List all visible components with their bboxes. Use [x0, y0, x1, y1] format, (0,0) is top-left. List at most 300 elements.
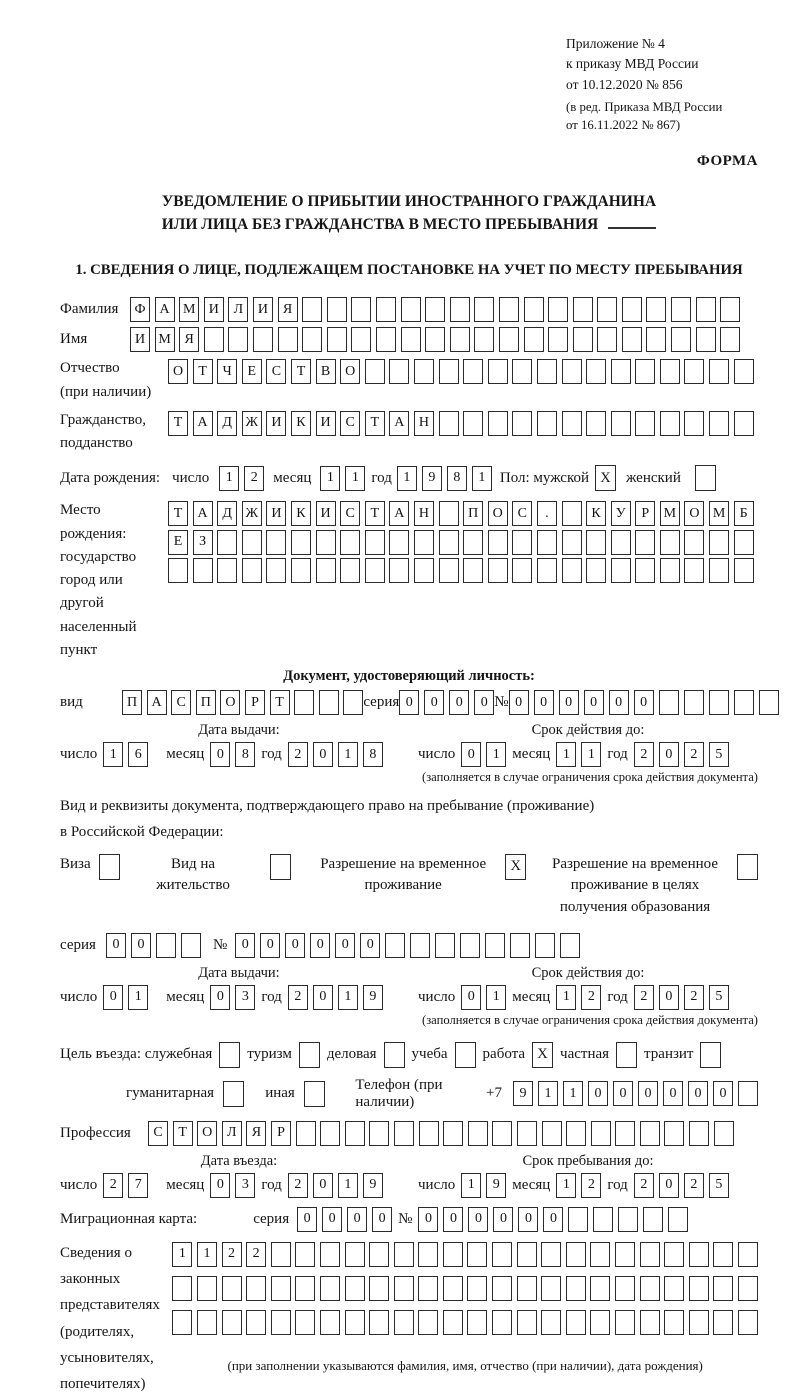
char-cell[interactable]: [242, 558, 262, 583]
char-cell[interactable]: 2: [634, 742, 654, 767]
char-cell[interactable]: [684, 530, 704, 555]
char-cell[interactable]: [222, 1276, 242, 1301]
char-cell[interactable]: [320, 1121, 340, 1146]
char-cell[interactable]: 0: [468, 1207, 488, 1232]
char-cell[interactable]: Т: [173, 1121, 193, 1146]
char-cell[interactable]: [660, 359, 680, 384]
char-cell[interactable]: [467, 1276, 487, 1301]
char-cell[interactable]: 1: [486, 742, 506, 767]
char-cell[interactable]: [343, 690, 363, 715]
char-cell[interactable]: [738, 1276, 758, 1301]
char-cell[interactable]: [664, 1276, 684, 1301]
char-cell[interactable]: 2: [288, 985, 308, 1010]
char-cell[interactable]: [689, 1121, 709, 1146]
char-cell[interactable]: [562, 558, 582, 583]
char-cell[interactable]: [562, 530, 582, 555]
char-cell[interactable]: [738, 1081, 758, 1106]
char-cell[interactable]: М: [179, 297, 199, 322]
char-cell[interactable]: 9: [363, 985, 383, 1010]
char-cell[interactable]: [590, 1310, 610, 1335]
char-cell[interactable]: [389, 530, 409, 555]
char-cell[interactable]: [376, 297, 396, 322]
char-cell[interactable]: Т: [193, 359, 213, 384]
char-cell[interactable]: 0: [534, 690, 554, 715]
char-cell[interactable]: 0: [131, 933, 151, 958]
char-cell[interactable]: [734, 690, 754, 715]
char-cell[interactable]: [193, 558, 213, 583]
char-cell[interactable]: 0: [449, 690, 469, 715]
char-cell[interactable]: [450, 327, 470, 352]
char-cell[interactable]: А: [389, 411, 409, 436]
char-cell[interactable]: [296, 1121, 316, 1146]
char-cell[interactable]: [615, 1242, 635, 1267]
char-cell[interactable]: [659, 690, 679, 715]
char-cell[interactable]: [499, 297, 519, 322]
char-cell[interactable]: Ж: [242, 501, 262, 526]
char-cell[interactable]: Я: [179, 327, 199, 352]
char-cell[interactable]: [320, 1242, 340, 1267]
char-cell[interactable]: [512, 558, 532, 583]
char-cell[interactable]: [696, 297, 716, 322]
char-cell[interactable]: 3: [235, 1173, 255, 1198]
char-cell[interactable]: [365, 359, 385, 384]
char-cell[interactable]: [242, 530, 262, 555]
char-cell[interactable]: [696, 327, 716, 352]
char-cell[interactable]: 0: [424, 690, 444, 715]
char-cell[interactable]: [443, 1310, 463, 1335]
char-cell[interactable]: [664, 1310, 684, 1335]
char-cell[interactable]: И: [266, 411, 286, 436]
char-cell[interactable]: [401, 327, 421, 352]
char-cell[interactable]: [615, 1121, 635, 1146]
char-cell[interactable]: Т: [365, 411, 385, 436]
char-cell[interactable]: Т: [168, 411, 188, 436]
char-cell[interactable]: [618, 1207, 638, 1232]
char-cell[interactable]: О: [220, 690, 240, 715]
char-cell[interactable]: 0: [399, 690, 419, 715]
char-cell[interactable]: 0: [613, 1081, 633, 1106]
purpose-work-checkbox[interactable]: X: [532, 1042, 553, 1068]
char-cell[interactable]: И: [204, 297, 224, 322]
char-cell[interactable]: 0: [474, 690, 494, 715]
char-cell[interactable]: К: [586, 501, 606, 526]
char-cell[interactable]: [271, 1242, 291, 1267]
char-cell[interactable]: [668, 1207, 688, 1232]
char-cell[interactable]: 0: [347, 1207, 367, 1232]
char-cell[interactable]: 8: [447, 466, 467, 491]
char-cell[interactable]: [172, 1310, 192, 1335]
char-cell[interactable]: 0: [688, 1081, 708, 1106]
char-cell[interactable]: [566, 1121, 586, 1146]
char-cell[interactable]: [410, 933, 430, 958]
char-cell[interactable]: [611, 530, 631, 555]
char-cell[interactable]: Р: [245, 690, 265, 715]
char-cell[interactable]: [389, 359, 409, 384]
char-cell[interactable]: [611, 411, 631, 436]
char-cell[interactable]: [738, 1310, 758, 1335]
char-cell[interactable]: [671, 297, 691, 322]
char-cell[interactable]: К: [291, 411, 311, 436]
char-cell[interactable]: 0: [260, 933, 280, 958]
char-cell[interactable]: [615, 1310, 635, 1335]
char-cell[interactable]: [635, 558, 655, 583]
char-cell[interactable]: С: [171, 690, 191, 715]
char-cell[interactable]: [365, 558, 385, 583]
char-cell[interactable]: [463, 411, 483, 436]
char-cell[interactable]: [566, 1310, 586, 1335]
char-cell[interactable]: 0: [461, 985, 481, 1010]
char-cell[interactable]: [640, 1121, 660, 1146]
char-cell[interactable]: [394, 1121, 414, 1146]
char-cell[interactable]: [197, 1276, 217, 1301]
char-cell[interactable]: [542, 1121, 562, 1146]
char-cell[interactable]: [327, 327, 347, 352]
char-cell[interactable]: 9: [363, 1173, 383, 1198]
char-cell[interactable]: 0: [310, 933, 330, 958]
char-cell[interactable]: 1: [320, 466, 340, 491]
char-cell[interactable]: [713, 1310, 733, 1335]
char-cell[interactable]: [217, 530, 237, 555]
char-cell[interactable]: 0: [313, 1173, 333, 1198]
char-cell[interactable]: [467, 1242, 487, 1267]
char-cell[interactable]: 1: [345, 466, 365, 491]
char-cell[interactable]: [586, 558, 606, 583]
char-cell[interactable]: 1: [338, 1173, 358, 1198]
char-cell[interactable]: [443, 1276, 463, 1301]
char-cell[interactable]: [488, 558, 508, 583]
char-cell[interactable]: З: [193, 530, 213, 555]
char-cell[interactable]: [414, 558, 434, 583]
char-cell[interactable]: 1: [219, 466, 239, 491]
char-cell[interactable]: [345, 1121, 365, 1146]
char-cell[interactable]: 1: [556, 985, 576, 1010]
char-cell[interactable]: О: [168, 359, 188, 384]
char-cell[interactable]: М: [155, 327, 175, 352]
char-cell[interactable]: [439, 558, 459, 583]
char-cell[interactable]: [524, 297, 544, 322]
char-cell[interactable]: 1: [556, 742, 576, 767]
char-cell[interactable]: [485, 933, 505, 958]
char-cell[interactable]: 2: [684, 985, 704, 1010]
char-cell[interactable]: [294, 690, 314, 715]
char-cell[interactable]: [156, 933, 176, 958]
char-cell[interactable]: Е: [242, 359, 262, 384]
char-cell[interactable]: 1: [472, 466, 492, 491]
char-cell[interactable]: 0: [418, 1207, 438, 1232]
char-cell[interactable]: 0: [634, 690, 654, 715]
char-cell[interactable]: Л: [222, 1121, 242, 1146]
char-cell[interactable]: 0: [443, 1207, 463, 1232]
char-cell[interactable]: [560, 933, 580, 958]
char-cell[interactable]: [738, 1242, 758, 1267]
char-cell[interactable]: 3: [235, 985, 255, 1010]
char-cell[interactable]: [345, 1242, 365, 1267]
char-cell[interactable]: [537, 359, 557, 384]
char-cell[interactable]: В: [316, 359, 336, 384]
char-cell[interactable]: [492, 1242, 512, 1267]
char-cell[interactable]: О: [684, 501, 704, 526]
char-cell[interactable]: [340, 530, 360, 555]
char-cell[interactable]: [734, 411, 754, 436]
char-cell[interactable]: [713, 1276, 733, 1301]
char-cell[interactable]: А: [193, 501, 213, 526]
visa-checkbox[interactable]: [99, 854, 120, 880]
char-cell[interactable]: [646, 297, 666, 322]
char-cell[interactable]: 5: [709, 985, 729, 1010]
char-cell[interactable]: [439, 359, 459, 384]
char-cell[interactable]: [517, 1121, 537, 1146]
char-cell[interactable]: [660, 530, 680, 555]
char-cell[interactable]: И: [253, 297, 273, 322]
char-cell[interactable]: 1: [103, 742, 123, 767]
char-cell[interactable]: 0: [360, 933, 380, 958]
char-cell[interactable]: 0: [322, 1207, 342, 1232]
char-cell[interactable]: 1: [563, 1081, 583, 1106]
char-cell[interactable]: [590, 1276, 610, 1301]
char-cell[interactable]: [622, 327, 642, 352]
char-cell[interactable]: Л: [228, 297, 248, 322]
char-cell[interactable]: [435, 933, 455, 958]
char-cell[interactable]: 7: [128, 1173, 148, 1198]
char-cell[interactable]: [499, 327, 519, 352]
char-cell[interactable]: [394, 1310, 414, 1335]
char-cell[interactable]: [222, 1310, 242, 1335]
char-cell[interactable]: 2: [634, 1173, 654, 1198]
char-cell[interactable]: Т: [365, 501, 385, 526]
char-cell[interactable]: [586, 359, 606, 384]
char-cell[interactable]: 2: [244, 466, 264, 491]
char-cell[interactable]: [439, 530, 459, 555]
char-cell[interactable]: Т: [270, 690, 290, 715]
char-cell[interactable]: И: [316, 501, 336, 526]
char-cell[interactable]: 1: [197, 1242, 217, 1267]
char-cell[interactable]: [345, 1276, 365, 1301]
char-cell[interactable]: [643, 1207, 663, 1232]
char-cell[interactable]: [369, 1276, 389, 1301]
char-cell[interactable]: Н: [414, 501, 434, 526]
char-cell[interactable]: С: [340, 501, 360, 526]
purpose-transit-checkbox[interactable]: [700, 1042, 721, 1068]
char-cell[interactable]: [474, 297, 494, 322]
char-cell[interactable]: [684, 359, 704, 384]
char-cell[interactable]: 0: [297, 1207, 317, 1232]
char-cell[interactable]: [271, 1310, 291, 1335]
char-cell[interactable]: [204, 327, 224, 352]
char-cell[interactable]: [720, 327, 740, 352]
char-cell[interactable]: [316, 558, 336, 583]
char-cell[interactable]: Р: [635, 501, 655, 526]
char-cell[interactable]: [414, 359, 434, 384]
char-cell[interactable]: [425, 297, 445, 322]
char-cell[interactable]: [734, 530, 754, 555]
char-cell[interactable]: [365, 530, 385, 555]
char-cell[interactable]: [512, 411, 532, 436]
char-cell[interactable]: [340, 558, 360, 583]
char-cell[interactable]: [271, 1276, 291, 1301]
char-cell[interactable]: [709, 690, 729, 715]
char-cell[interactable]: [389, 558, 409, 583]
char-cell[interactable]: 0: [493, 1207, 513, 1232]
char-cell[interactable]: И: [130, 327, 150, 352]
char-cell[interactable]: Н: [414, 411, 434, 436]
purpose-other-checkbox[interactable]: [304, 1081, 325, 1107]
char-cell[interactable]: У: [611, 501, 631, 526]
char-cell[interactable]: 0: [659, 1173, 679, 1198]
char-cell[interactable]: [713, 1242, 733, 1267]
char-cell[interactable]: 0: [103, 985, 123, 1010]
char-cell[interactable]: [562, 359, 582, 384]
char-cell[interactable]: [168, 558, 188, 583]
char-cell[interactable]: [541, 1310, 561, 1335]
char-cell[interactable]: [439, 501, 459, 526]
char-cell[interactable]: [266, 530, 286, 555]
char-cell[interactable]: 2: [288, 742, 308, 767]
char-cell[interactable]: С: [340, 411, 360, 436]
char-cell[interactable]: [492, 1276, 512, 1301]
char-cell[interactable]: [517, 1276, 537, 1301]
char-cell[interactable]: [295, 1276, 315, 1301]
char-cell[interactable]: [622, 297, 642, 322]
char-cell[interactable]: 0: [509, 690, 529, 715]
char-cell[interactable]: [217, 558, 237, 583]
char-cell[interactable]: [320, 1276, 340, 1301]
char-cell[interactable]: [418, 1310, 438, 1335]
char-cell[interactable]: П: [463, 501, 483, 526]
char-cell[interactable]: 9: [513, 1081, 533, 1106]
char-cell[interactable]: [319, 690, 339, 715]
char-cell[interactable]: М: [660, 501, 680, 526]
char-cell[interactable]: Т: [291, 359, 311, 384]
char-cell[interactable]: [537, 411, 557, 436]
char-cell[interactable]: [181, 933, 201, 958]
char-cell[interactable]: [611, 359, 631, 384]
char-cell[interactable]: Я: [278, 297, 298, 322]
char-cell[interactable]: [615, 1276, 635, 1301]
char-cell[interactable]: [327, 297, 347, 322]
char-cell[interactable]: [517, 1242, 537, 1267]
char-cell[interactable]: 9: [422, 466, 442, 491]
char-cell[interactable]: [463, 558, 483, 583]
char-cell[interactable]: [460, 933, 480, 958]
char-cell[interactable]: [320, 1310, 340, 1335]
char-cell[interactable]: П: [122, 690, 142, 715]
char-cell[interactable]: [291, 558, 311, 583]
char-cell[interactable]: 0: [235, 933, 255, 958]
char-cell[interactable]: [689, 1310, 709, 1335]
char-cell[interactable]: Р: [271, 1121, 291, 1146]
char-cell[interactable]: [512, 530, 532, 555]
char-cell[interactable]: [573, 297, 593, 322]
char-cell[interactable]: [566, 1276, 586, 1301]
char-cell[interactable]: [640, 1276, 660, 1301]
char-cell[interactable]: [660, 558, 680, 583]
char-cell[interactable]: [418, 1242, 438, 1267]
char-cell[interactable]: [671, 327, 691, 352]
char-cell[interactable]: [635, 411, 655, 436]
sex-male-checkbox[interactable]: X: [595, 465, 616, 491]
char-cell[interactable]: А: [389, 501, 409, 526]
char-cell[interactable]: [646, 327, 666, 352]
char-cell[interactable]: [351, 327, 371, 352]
char-cell[interactable]: Д: [217, 501, 237, 526]
char-cell[interactable]: 1: [556, 1173, 576, 1198]
char-cell[interactable]: А: [193, 411, 213, 436]
purpose-business-checkbox[interactable]: [384, 1042, 405, 1068]
char-cell[interactable]: 1: [486, 985, 506, 1010]
char-cell[interactable]: 1: [338, 742, 358, 767]
char-cell[interactable]: [492, 1310, 512, 1335]
char-cell[interactable]: [425, 327, 445, 352]
purpose-humanitarian-checkbox[interactable]: [223, 1081, 244, 1107]
char-cell[interactable]: Б: [734, 501, 754, 526]
char-cell[interactable]: 2: [634, 985, 654, 1010]
char-cell[interactable]: 0: [313, 985, 333, 1010]
char-cell[interactable]: [709, 558, 729, 583]
char-cell[interactable]: [376, 327, 396, 352]
char-cell[interactable]: [562, 411, 582, 436]
char-cell[interactable]: [573, 327, 593, 352]
char-cell[interactable]: Ч: [217, 359, 237, 384]
char-cell[interactable]: [302, 297, 322, 322]
char-cell[interactable]: [720, 297, 740, 322]
char-cell[interactable]: [611, 558, 631, 583]
char-cell[interactable]: М: [709, 501, 729, 526]
temp-residence-checkbox[interactable]: X: [505, 854, 526, 880]
char-cell[interactable]: [414, 530, 434, 555]
char-cell[interactable]: [709, 530, 729, 555]
char-cell[interactable]: [385, 933, 405, 958]
residence-permit-checkbox[interactable]: [270, 854, 291, 880]
char-cell[interactable]: А: [147, 690, 167, 715]
char-cell[interactable]: [664, 1121, 684, 1146]
char-cell[interactable]: [689, 1242, 709, 1267]
char-cell[interactable]: С: [512, 501, 532, 526]
char-cell[interactable]: [488, 411, 508, 436]
char-cell[interactable]: [759, 690, 779, 715]
char-cell[interactable]: 1: [128, 985, 148, 1010]
char-cell[interactable]: И: [316, 411, 336, 436]
char-cell[interactable]: [537, 558, 557, 583]
char-cell[interactable]: [541, 1242, 561, 1267]
char-cell[interactable]: [590, 1242, 610, 1267]
char-cell[interactable]: 0: [106, 933, 126, 958]
char-cell[interactable]: [351, 297, 371, 322]
char-cell[interactable]: 0: [210, 742, 230, 767]
purpose-private-checkbox[interactable]: [616, 1042, 637, 1068]
sex-female-checkbox[interactable]: [695, 465, 716, 491]
char-cell[interactable]: 2: [288, 1173, 308, 1198]
char-cell[interactable]: [394, 1242, 414, 1267]
char-cell[interactable]: [684, 411, 704, 436]
char-cell[interactable]: [474, 327, 494, 352]
char-cell[interactable]: 0: [713, 1081, 733, 1106]
char-cell[interactable]: 0: [461, 742, 481, 767]
char-cell[interactable]: [535, 933, 555, 958]
char-cell[interactable]: [597, 297, 617, 322]
purpose-study-checkbox[interactable]: [455, 1042, 476, 1068]
char-cell[interactable]: [246, 1310, 266, 1335]
char-cell[interactable]: 1: [581, 742, 601, 767]
char-cell[interactable]: [640, 1310, 660, 1335]
char-cell[interactable]: 0: [210, 1173, 230, 1198]
char-cell[interactable]: [443, 1242, 463, 1267]
purpose-official-checkbox[interactable]: [219, 1042, 240, 1068]
char-cell[interactable]: А: [155, 297, 175, 322]
char-cell[interactable]: [418, 1276, 438, 1301]
char-cell[interactable]: 0: [313, 742, 333, 767]
char-cell[interactable]: [689, 1276, 709, 1301]
char-cell[interactable]: 2: [684, 1173, 704, 1198]
